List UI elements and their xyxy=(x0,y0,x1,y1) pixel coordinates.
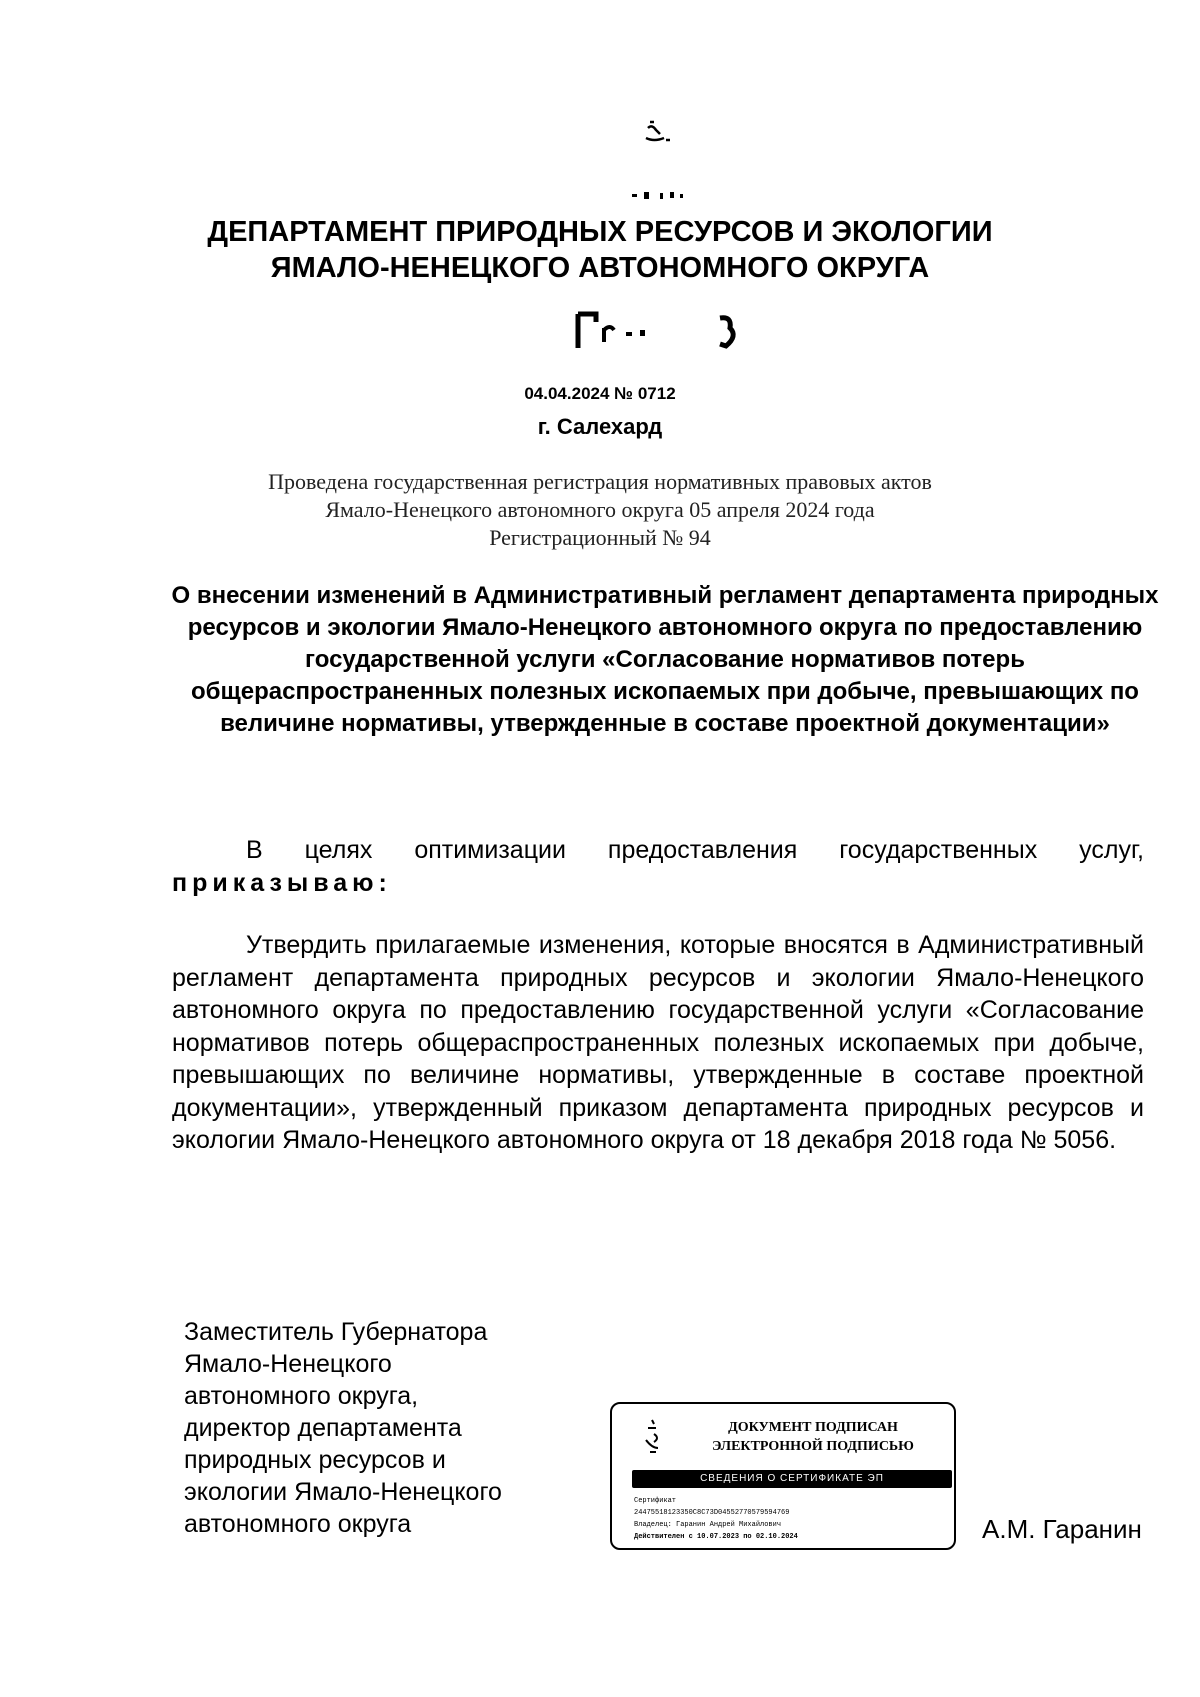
stamp-title: ДОКУМЕНТ ПОДПИСАН ЭЛЕКТРОННОЙ ПОДПИСЬЮ xyxy=(712,1420,914,1454)
signer-position: Заместитель Губернатора Ямало-Ненецкого автономного округа, директор департамента природных ресурсов и экологии Ямало-Ненецкого автономного округа xyxy=(184,1318,502,1538)
order-word: приказываю: xyxy=(172,868,392,897)
certificate-owner: Владелец: Гаранин Андрей Михайлович xyxy=(634,1521,782,1529)
date-and-number: 04.04.2024 № 0712 xyxy=(524,384,676,403)
certificate-label: Сертификат xyxy=(634,1497,677,1505)
city: г. Салехард xyxy=(537,414,663,439)
certificate-info-bar: СВЕДЕНИЯ О СЕРТИФИКАТЕ ЭП xyxy=(632,1470,952,1488)
signer-name: А.М. Гаранин xyxy=(982,1514,1142,1544)
certificate-validity: Действителен с 10.07.2023 по 02.10.2024 xyxy=(634,1533,798,1541)
order-text: Утвердить прилагаемые изменения, которые вносятся в Административный регламент департамента природных ресурсов и экологии Ямало-Ненецкого автономного округа по предоставлению государственной услуги «Согласование нормативов потерь общераспространенных полезных ископаемых при добыче, превышающих по величине нормативы, утвержденные в составе проектной документации», утвержденный приказом департамента природных ресурсов и экологии Ямало-Ненецкого автономного округа от 18 декабря 2018 года № 5056. xyxy=(172,931,1144,1154)
document-type-heading-icon xyxy=(570,308,750,350)
purpose-text: В целях оптимизации предоставления государственных услуг, xyxy=(246,836,1144,864)
certificate-number: 24475518123350C8C73D04552770579594769 xyxy=(634,1509,790,1517)
registration-note: Проведена государственная регистрация нормативных правовых актов Ямало-Ненецкого автономного округа 05 апреля 2024 года Регистрационный № 94 xyxy=(268,469,932,550)
department-name: ДЕПАРТАМЕНТ ПРИРОДНЫХ РЕСУРСОВ И ЭКОЛОГИИ ЯМАЛО-НЕНЕЦКОГО АВТОНОМНОГО ОКРУГА xyxy=(207,216,993,284)
electronic-signature-stamp xyxy=(610,1402,956,1550)
emblem-fragment-icon xyxy=(630,190,690,202)
stamp-emblem-icon xyxy=(642,1418,664,1456)
coat-of-arms-icon xyxy=(640,118,680,148)
body-paragraph-1 xyxy=(172,834,1144,899)
body-paragraph-2 xyxy=(172,929,1144,1157)
document-title: О внесении изменений в Административный регламент департамента природных ресурсов и экологии Ямало-Ненецкого автономного округа по предоставлению государственной услуги «Согласование нормативов потерь общераспространенных полезных ископаемых при добыче, превышающих по величине нормативы, утвержденные в составе проектной документации» xyxy=(171,582,1159,737)
